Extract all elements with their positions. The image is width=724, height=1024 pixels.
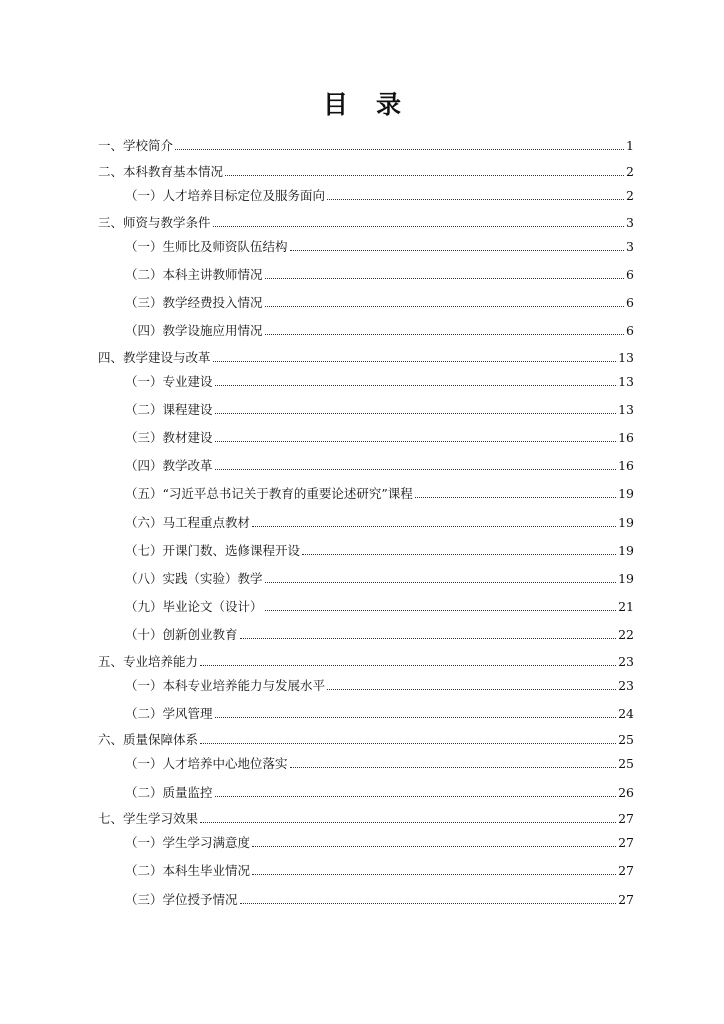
toc-page-number: 13 [618,373,634,389]
page-title: 目录 [322,90,429,119]
dot-leader [252,874,616,875]
dot-leader [265,610,617,611]
toc-entry-label: （二）质量监控 [125,784,213,800]
toc-subsection-entry[interactable] [98,473,634,501]
toc-page-number: 26 [618,784,634,800]
toc-subsection-entry[interactable] [98,530,634,558]
dot-leader [215,796,617,797]
toc-entry-label: （一）人才培养目标定位及服务面向 [125,188,326,203]
toc-subsection-entry[interactable] [98,558,634,586]
toc-section-entry[interactable] [98,203,634,230]
toc-page-number: 2 [626,188,634,203]
toc-page-number: 3 [626,238,634,254]
dot-leader [225,175,624,176]
dot-leader [240,903,617,904]
toc-page-number: 6 [626,294,634,310]
toc-section-entry[interactable] [98,642,634,669]
toc-page-number: 25 [618,756,634,772]
dot-leader [265,582,617,583]
toc-page-number: 22 [618,627,634,643]
toc-page-number: 2 [626,164,634,179]
toc-entry-label: （十）创新创业教育 [125,627,238,643]
toc-subsection-entry[interactable] [98,826,634,850]
toc-subsection-entry[interactable] [98,669,634,693]
toc-page-number: 6 [626,266,634,282]
toc-entry-label: （一）本科专业培养能力与发展水平 [125,677,326,693]
toc-page-number: 23 [618,653,634,669]
toc-subsection-entry[interactable] [98,365,634,389]
toc-subsection-entry[interactable] [98,850,634,878]
dot-leader [265,306,625,307]
toc-entry-label: （一）生师比及师资队伍结构 [125,238,288,254]
dot-leader [327,199,624,200]
toc-section-entry[interactable] [98,800,634,827]
toc-entry-label: （二）本科主讲教师情况 [125,266,263,282]
toc-subsection-entry[interactable] [98,389,634,417]
toc-subsection-entry[interactable] [98,586,634,614]
dot-leader [215,385,617,386]
toc-entry-label: （一）专业建设 [125,373,213,389]
dot-leader [265,278,625,279]
dot-leader [265,334,625,335]
toc-subsection-entry[interactable] [98,445,634,473]
toc-page-number: 23 [618,677,634,693]
toc-page-number: 19 [618,514,634,530]
toc-page-number: 27 [618,891,634,907]
toc-page-number: 1 [626,137,634,153]
toc-entry-label: （六）马工程重点教材 [125,514,251,530]
dot-leader [213,226,625,227]
toc-entry-label: 六、质量保障体系 [98,732,199,748]
toc-entry-label: （四）教学设施应用情况 [125,323,263,339]
toc-entry-label: （二）课程建设 [125,401,213,417]
toc-page-number: 16 [618,458,634,474]
toc-subsection-entry[interactable] [98,179,634,203]
toc-subsection-entry[interactable] [98,693,634,721]
toc-entry-label: （五）“习近平总书记关于教育的重要论述研究”课程 [125,486,413,502]
toc-subsection-entry[interactable] [98,878,634,906]
toc-entry-label: 三、师资与教学条件 [98,214,211,230]
toc-page-number: 27 [618,811,634,827]
toc-page-number: 3 [626,214,634,230]
dot-leader [252,846,616,847]
dot-leader [215,717,617,718]
toc-entry-label: （一）学生学习满意度 [125,835,251,851]
toc-subsection-entry[interactable] [98,230,634,254]
toc-subsection-entry[interactable] [98,254,634,282]
toc-subsection-entry[interactable] [98,614,634,642]
toc-entry-label: （三）教材建设 [125,429,213,445]
dot-leader [200,743,616,744]
toc-section-entry[interactable] [98,126,634,153]
toc-page-number: 13 [618,401,634,417]
toc-page-number: 13 [618,349,634,365]
toc-page-number: 25 [618,732,634,748]
dot-leader [213,361,617,362]
toc-page-number: 24 [618,705,634,721]
toc-entry-label: （二）本科生毕业情况 [125,863,251,879]
dot-leader [200,822,616,823]
toc-subsection-entry[interactable] [98,747,634,771]
toc-page-number: 27 [618,863,634,879]
dot-leader [302,554,616,555]
toc-page-number: 16 [618,429,634,445]
toc-section-entry[interactable] [98,721,634,748]
toc-entry-label: （二）学风管理 [125,705,213,721]
table-of-contents [98,126,634,907]
dot-leader [290,767,617,768]
toc-subsection-entry[interactable] [98,501,634,529]
dot-leader [415,497,616,498]
toc-entry-label: 一、学校简介 [98,137,174,153]
toc-entry-label: 四、教学建设与改革 [98,349,211,365]
dot-leader [290,250,625,251]
toc-entry-label: 二、本科教育基本情况 [98,164,224,179]
toc-entry-label: （三）学位授予情况 [125,891,238,907]
dot-leader [215,469,617,470]
toc-subsection-entry[interactable] [98,417,634,445]
toc-entry-label: 五、专业培养能力 [98,653,199,669]
toc-entry-label: （四）教学改革 [125,458,213,474]
toc-page-number: 19 [618,486,634,502]
toc-subsection-entry[interactable] [98,282,634,310]
toc-subsection-entry[interactable] [98,310,634,338]
toc-entry-label: 七、学生学习效果 [98,811,199,827]
dot-leader [175,149,624,150]
toc-section-entry[interactable] [98,153,634,180]
dot-leader [200,665,616,666]
dot-leader [327,689,616,690]
toc-subsection-entry[interactable] [98,771,634,799]
toc-section-entry[interactable] [98,338,634,365]
toc-entry-label: （九）毕业论文（设计） [125,599,263,615]
toc-entry-label: （七）开课门数、选修课程开设 [125,542,301,558]
toc-page-number: 19 [618,542,634,558]
toc-entry-label: （一）人才培养中心地位落实 [125,756,288,772]
toc-page-number: 6 [626,323,634,339]
toc-entry-label: （八）实践（实验）教学 [125,570,263,586]
dot-leader [240,638,617,639]
dot-leader [252,526,616,527]
toc-page-number: 19 [618,570,634,586]
dot-leader [215,413,617,414]
dot-leader [215,441,617,442]
toc-page-number: 21 [618,599,634,615]
toc-page-number: 27 [618,835,634,851]
toc-entry-label: （三）教学经费投入情况 [125,294,263,310]
